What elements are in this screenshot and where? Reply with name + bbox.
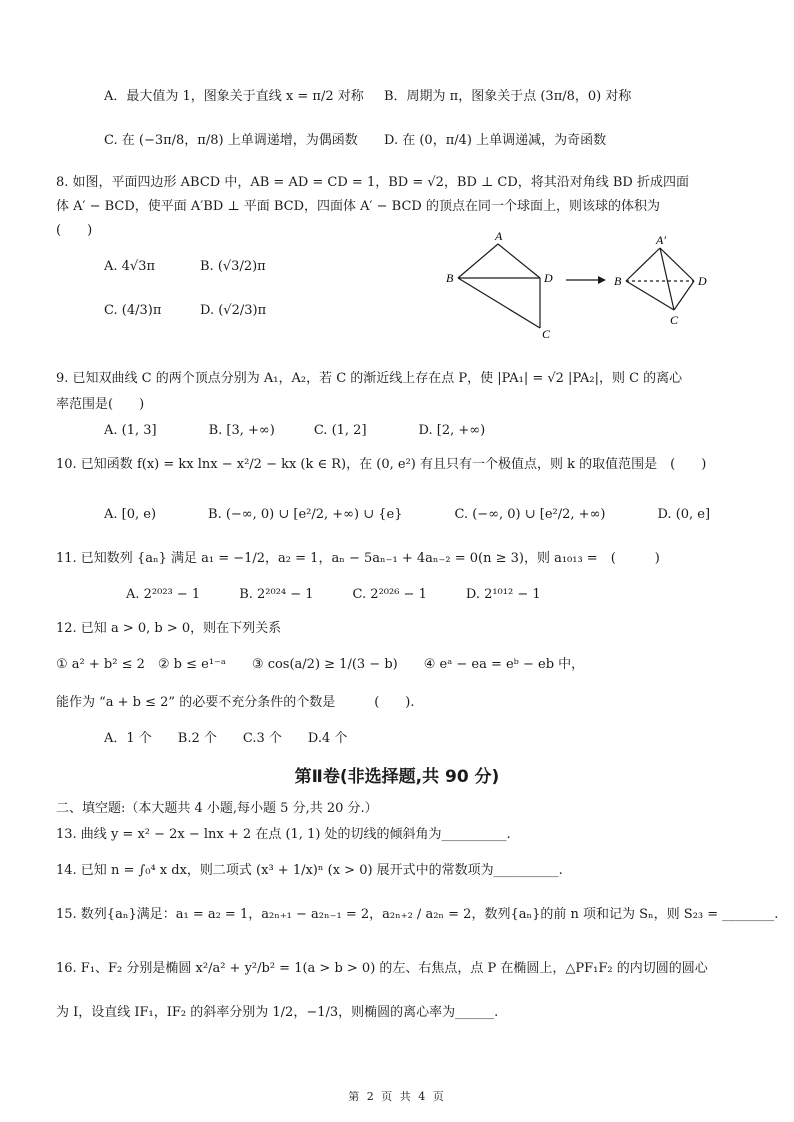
q8-option-c: C. (4/3)π (104, 303, 162, 318)
edge-dc-folded (674, 281, 694, 310)
q11-options: A. 2²⁰²³ − 1 B. 2²⁰²⁴ − 1 C. 2²⁰²⁶ − 1 D. 2¹⁰¹² − 1 (126, 587, 541, 602)
edge-bc (458, 278, 540, 328)
label-a-prime: A′ (656, 233, 666, 247)
label-b: B (446, 271, 454, 285)
edge-ab-folded (626, 248, 660, 281)
q7-option-c: C. 在 (−3π/8，π/8) 上单调递增，为偶函数 (104, 133, 358, 148)
tetrahedron (626, 248, 694, 310)
page-footer: 第 2 页 共 4 页 (348, 1090, 446, 1103)
q9-options: A. (1, 3] B. [3, +∞) C. (1, 2] D. [2, +∞) (104, 423, 486, 438)
q16-line2: 为 I，设直线 IF₁，IF₂ 的斜率分别为 1/2，−1/3，则椭圆的离心率为______. (56, 1005, 499, 1020)
edge-bc-folded (626, 281, 674, 310)
q8-line1: 8. 如图，平面四边形 ABCD 中，AB = AD = CD = 1，BD = √2，BD ⊥ CD，将其沿对角线 BD 折成四面 (56, 175, 689, 190)
q14: 14. 已知 n = ∫₀⁴ x dx，则二项式 (x³ + 1/x)ⁿ (x > 0) 展开式中的常数项为__________. (56, 863, 563, 878)
flat-quadrilateral (458, 244, 540, 328)
q12-options: A．1 个 B.2 个 C.3 个 D.4 个 (104, 731, 348, 746)
arrow-icon (566, 276, 606, 284)
label-d-folded: D (698, 274, 707, 288)
q7-option-b: B．周期为 π，图象关于点 (3π/8，0) 对称 (384, 89, 632, 104)
q7-option-d: D. 在 (0，π/4) 上单调递减，为奇函数 (384, 133, 607, 148)
label-c: C (542, 327, 551, 341)
q12-line3: 能作为 “a + b ≤ 2” 的必要不充分条件的个数是 ( ). (56, 695, 415, 710)
q9-line1: 9. 已知双曲线 C 的两个顶点分别为 A₁，A₂，若 C 的渐近线上存在点 P，使 |PA₁| = √2 |PA₂|，则 C 的离心 (56, 371, 683, 386)
label-c-folded: C (670, 313, 679, 327)
edge-ac-folded (660, 248, 674, 310)
q7-option-a: A．最大值为 1，图象关于直线 x = π/2 对称 (104, 89, 364, 104)
q12-line1: 12. 已知 a > 0, b > 0，则在下列关系 (56, 621, 282, 636)
q16-line1: 16. F₁、F₂ 分别是椭圆 x²/a² + y²/b² = 1(a > b > 0) 的左、右焦点，点 P 在椭圆上，△PF₁F₂ 的内切圆的圆心 (56, 961, 708, 976)
q8-fold-figure (440, 228, 730, 348)
q9-line2: 率范围是( ) (56, 397, 145, 412)
q13: 13. 曲线 y = x² − 2x − lnx + 2 在点 (1, 1) 处的切线的倾斜角为__________. (56, 827, 511, 842)
edge-ad (498, 244, 540, 278)
section-heading: 二、填空题:（本大题共 4 小题,每小题 5 分,共 20 分.） (56, 801, 378, 816)
q8-option-a: A. 4√3π (104, 259, 156, 274)
label-b-folded: B (614, 274, 622, 288)
q12-relations: ① a² + b² ≤ 2 ② b ≤ e¹⁻ᵃ ③ cos(a/2) ≥ 1/(3 − b) ④ eᵃ − ea = eᵇ − eb 中， (56, 657, 585, 672)
edge-ab (458, 244, 498, 278)
q10-line1: 10. 已知函数 f(x) = kx lnx − x²/2 − kx (k ∈ R)，在 (0, e²) 有且只有一个极值点，则 k 的取值范围是 ( ) (56, 457, 707, 472)
q8-option-b: B. (√3/2)π (200, 259, 266, 274)
edge-ad-folded (660, 248, 694, 281)
label-d: D (544, 271, 553, 285)
q8-line2: 体 A′ − BCD，使平面 A′BD ⊥ 平面 BCD，四面体 A′ − BCD 的顶点在同一个球面上，则该球的体积为 (56, 199, 660, 214)
q11-line1: 11. 已知数列 {aₙ} 满足 a₁ = −1/2，a₂ = 1，aₙ − 5aₙ₋₁ + 4aₙ₋₂ = 0(n ≥ 3)，则 a₁₀₁₃ = ( ) (56, 551, 660, 566)
q8-option-d: D. (√2/3)π (200, 303, 267, 318)
q10-options: A. [0, e) B. (−∞, 0) ∪ [e²/2, +∞) ∪ {e} C. (−∞, 0) ∪ [e²/2, +∞) D. (0, e] (104, 507, 711, 522)
part2-heading: 第Ⅱ卷(非选择题,共 90 分) (294, 767, 500, 787)
q8-line3: ( ) (56, 223, 93, 238)
label-a: A (495, 229, 503, 243)
q15: 15. 数列{aₙ}满足：a₁ = a₂ = 1，a₂ₙ₊₁ − a₂ₙ₋₁ = 2，a₂ₙ₊₂ / a₂ₙ = 2，数列{aₙ}的前 n 项和记为 Sₙ，则 S₂₃ = ________. (56, 907, 779, 922)
